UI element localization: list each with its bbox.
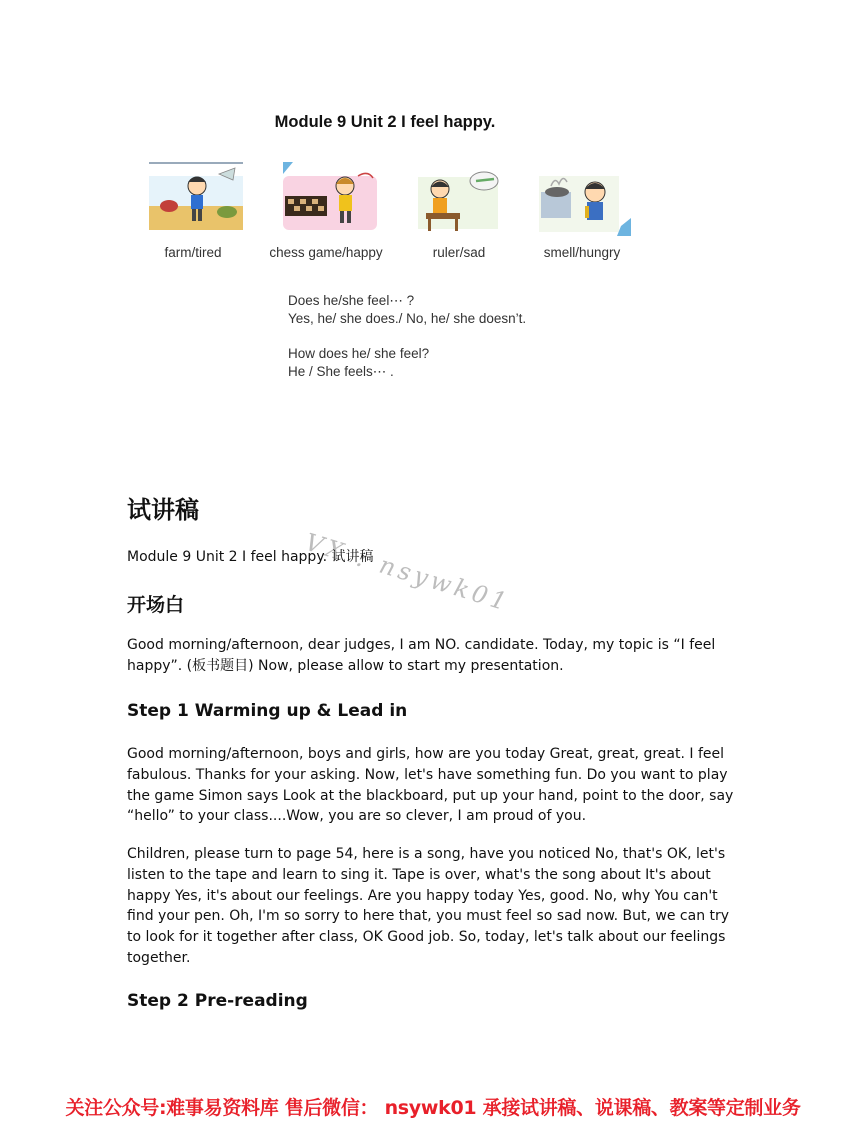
step1-paragraph-2: Children, please turn to page 54, here is a song, have you noticed No, that's OK, let's listen to the tape and learn to sing it. Tape is over, what's the song about It's about happy Yes, it's about our feelings. Are you happy today Yes, good. No, why You can't find your pen. Oh, I'm so sorry to here that, you must feel so sad now. But, we can try to look for it together after class, OK Good job. So, today, let's talk about our feelings together. bbox=[127, 846, 730, 966]
step1-paragraph-1: Good morning/afternoon, boys and girls, how are you today Great, great, great. I feel fabulous. Thanks for your asking. Now, let's have something fun. Do you want to play the game Simon says Look at the blackboard, put up your hand, point to the door, say “hello” to your class....Wow, you are so clever, I am proud of you. bbox=[127, 746, 734, 825]
opening-paragraph: Good morning/afternoon, dear judges, I am NO. candidate. Today, my topic is “I feel happy”. (板书题目) Now, please allow to start my presentation. bbox=[127, 637, 716, 674]
answer-2: He / She feels⋯ . bbox=[288, 364, 394, 379]
caption-3: ruler/sad bbox=[432, 245, 486, 260]
watermark: VX : nsywk01 bbox=[301, 528, 514, 617]
hungry-boy-smell-illustration bbox=[537, 168, 631, 236]
module-title: Module 9 Unit 2 I feel happy. bbox=[274, 113, 496, 131]
question-1: Does he/she feel⋯ ? bbox=[288, 293, 415, 308]
opening-heading: 开场白 bbox=[127, 594, 185, 616]
question-2: How does he/ she feel? bbox=[288, 346, 430, 361]
answer-1: Yes, he/ she does./ No, he/ she doesn’t. bbox=[288, 311, 527, 326]
subtitle: Module 9 Unit 2 I feel happy. 试讲稿 bbox=[127, 549, 374, 565]
happy-girl-chess-illustration bbox=[283, 162, 377, 230]
caption-2: chess game/happy bbox=[269, 245, 383, 260]
caption-4: smell/hungry bbox=[543, 245, 621, 260]
step1-heading: Step 1 Warming up & Lead in bbox=[127, 701, 408, 721]
caption-1: farm/tired bbox=[164, 245, 222, 260]
page-heading: 试讲稿 bbox=[127, 496, 199, 524]
tired-boy-farm-illustration bbox=[149, 162, 243, 230]
step2-heading: Step 2 Pre-reading bbox=[127, 991, 308, 1011]
footer-banner: 关注公众号:难事易资料库 售后微信： nsywk01 承接试讲稿、说课稿、教案等定制业务 bbox=[65, 1097, 801, 1119]
sad-boy-ruler-illustration bbox=[418, 167, 512, 235]
